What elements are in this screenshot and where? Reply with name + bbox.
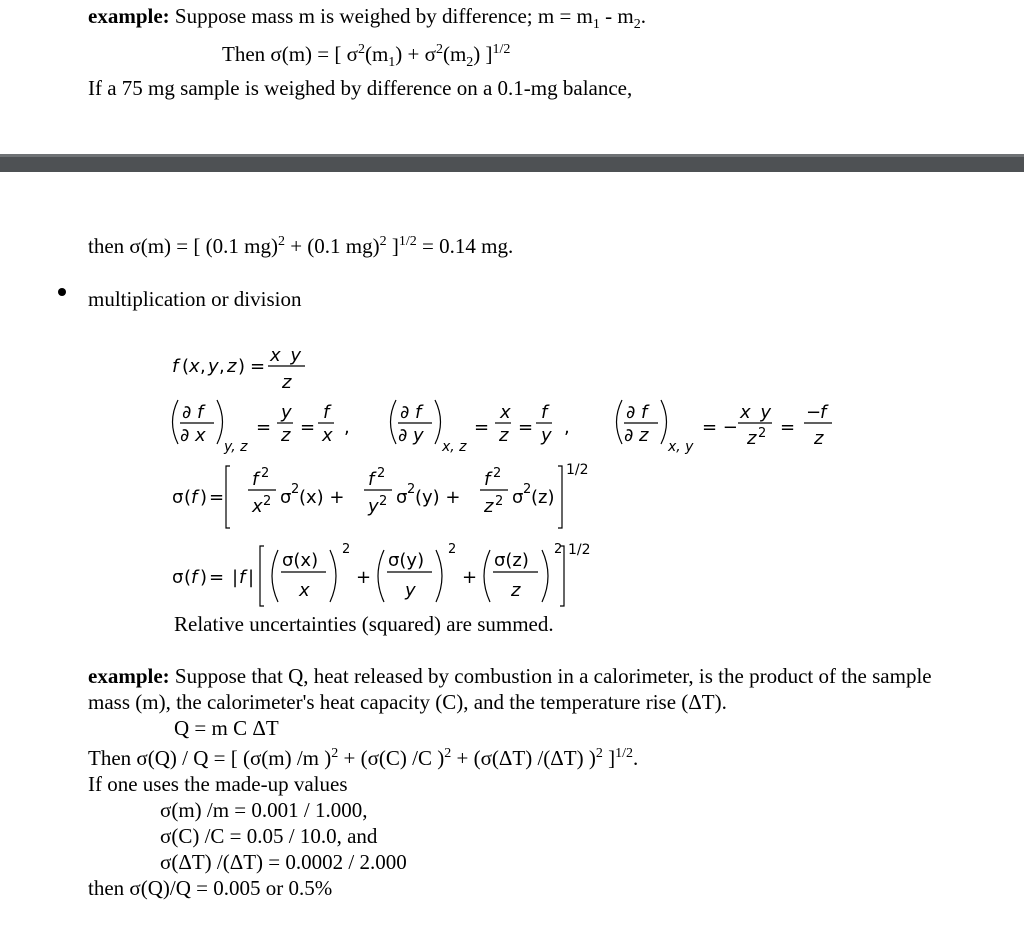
svg-text:=: =	[256, 417, 272, 438]
svg-text:1/2: 1/2	[568, 542, 591, 558]
svg-text:∂ f: ∂ f	[400, 402, 422, 423]
equation-partial-derivatives	[173, 400, 570, 455]
svg-text:f: f	[484, 469, 491, 490]
svg-text:2: 2	[758, 426, 767, 441]
example1-line2-formula: Then σ(m) = [ $\sigma^2(m_1) + \sigma^2(m_2)$ ]$^{1/2}$	[222, 42, 511, 71]
svg-text:=: =	[518, 417, 534, 438]
example2-conclusion: then σ(Q)/Q = 0.005 or 0.5%	[88, 876, 333, 900]
example2-value-m: σ(m) /m = 0.001 / 1.000,	[160, 798, 368, 822]
svg-text:∂ y: ∂ y	[398, 425, 424, 446]
equation-f-definition	[172, 345, 305, 393]
example2-line5: If one uses the made-up values	[88, 772, 348, 796]
svg-text:x: x	[189, 356, 200, 377]
relative-uncertainties-note: Relative uncertainties (squared) are summed.	[174, 612, 554, 636]
example1-line3: If a 75 mg sample is weighed by difference on a 0.1-mg balance,	[88, 76, 633, 100]
svg-text:(: (	[184, 567, 192, 588]
svg-text:x, z: x, z	[442, 439, 467, 455]
svg-text:∂ z: ∂ z	[624, 425, 649, 446]
svg-text:y: y	[208, 356, 219, 377]
svg-text:+: +	[356, 567, 372, 588]
svg-text:,: ,	[564, 417, 570, 438]
example2-value-c: σ(C) /C = 0.05 / 10.0, and	[160, 824, 378, 848]
svg-text:f: f	[368, 469, 375, 490]
svg-text:2: 2	[407, 482, 416, 497]
svg-text:2: 2	[261, 466, 270, 481]
svg-text:=: =	[474, 417, 490, 438]
svg-text:(: (	[182, 356, 190, 377]
svg-text:2: 2	[495, 494, 504, 509]
page-divider	[0, 154, 1024, 172]
svg-text:z: z	[747, 428, 757, 449]
svg-text:y: y	[368, 496, 379, 517]
svg-text:f: f	[252, 469, 259, 490]
svg-text:f: f	[191, 567, 198, 588]
example2-line2: mass (m), the calorimeter's heat capacity (C), and the temperature rise (ΔT).	[88, 690, 727, 714]
svg-text:2: 2	[377, 466, 386, 481]
svg-text:= −: = −	[702, 417, 738, 438]
bullet-multiplication-division: multiplication or division	[88, 287, 302, 311]
svg-text:2: 2	[554, 542, 563, 557]
svg-text:x y: x y	[740, 402, 774, 423]
svg-text:x: x	[322, 425, 333, 446]
equation-sigma-f-full	[172, 462, 589, 528]
svg-text:=: =	[250, 356, 266, 377]
svg-text:2: 2	[523, 482, 532, 497]
svg-text:y: y	[405, 580, 416, 601]
svg-text:−: −	[806, 402, 822, 423]
svg-text:|: |	[232, 567, 239, 588]
svg-text:2: 2	[448, 542, 457, 557]
svg-text:σ: σ	[512, 487, 524, 508]
svg-text:(z): (z)	[531, 487, 555, 508]
svg-text:y, z: y, z	[224, 439, 248, 455]
bullet-dot	[58, 288, 66, 296]
svg-text:=: =	[300, 417, 316, 438]
svg-text:z: z	[499, 425, 509, 446]
svg-text:σ: σ	[172, 487, 184, 508]
svg-text:2: 2	[263, 494, 272, 509]
svg-text:,: ,	[219, 356, 225, 377]
svg-text:x: x	[299, 580, 310, 601]
equation-partial-z	[610, 394, 850, 464]
svg-text:σ(x): σ(x)	[282, 550, 319, 571]
svg-text:=: =	[209, 487, 225, 508]
svg-text:f: f	[191, 487, 198, 508]
svg-text:f: f	[239, 567, 246, 588]
svg-text:): )	[238, 356, 246, 377]
svg-text:2: 2	[342, 542, 351, 557]
svg-text:): )	[200, 567, 208, 588]
example1-result: then σ(m) = [ (0.1 mg)$^2$ + (0.1 mg)$^2$ ]$^{1/2}$ = 0.14 mg.	[88, 234, 514, 258]
svg-text:z: z	[282, 372, 292, 393]
example2-line4-formula: Then σ(Q) / Q = [ (σ(m) /m )$^2$ + (σ(C) /C )$^2$ + (σ(ΔT) /(ΔT) )$^2$ ]$^{1/2}$.	[88, 746, 639, 770]
svg-text:x: x	[500, 402, 511, 423]
svg-text:∂ x: ∂ x	[180, 425, 206, 446]
svg-text:∂ f: ∂ f	[626, 402, 648, 423]
svg-text:): )	[200, 487, 208, 508]
svg-text:2: 2	[379, 494, 388, 509]
svg-text:2: 2	[291, 482, 300, 497]
example2-equation-q: Q = m C ΔT	[174, 716, 279, 740]
svg-text:f: f	[323, 402, 330, 423]
svg-text:σ: σ	[396, 487, 408, 508]
svg-text:1/2: 1/2	[566, 462, 589, 478]
svg-text:|: |	[248, 567, 255, 588]
svg-text:σ(y): σ(y)	[388, 550, 425, 571]
svg-text:,: ,	[344, 417, 350, 438]
svg-text:x: x	[252, 496, 263, 517]
svg-text:,: ,	[200, 356, 206, 377]
svg-text:∂ f: ∂ f	[182, 402, 204, 423]
example1-label: example:	[88, 4, 170, 28]
svg-text:z: z	[281, 425, 291, 446]
svg-text:(x) +: (x) +	[299, 487, 345, 508]
svg-text:z: z	[511, 580, 521, 601]
equations-block	[160, 338, 620, 610]
svg-text:σ(z): σ(z)	[494, 550, 529, 571]
svg-text:x y: x y	[270, 345, 304, 366]
svg-text:x, y: x, y	[668, 439, 694, 455]
svg-text:z: z	[484, 496, 494, 517]
svg-text:2: 2	[493, 466, 502, 481]
svg-text:f: f	[172, 356, 179, 377]
svg-text:z: z	[814, 428, 824, 449]
svg-text:y: y	[281, 402, 292, 423]
equation-sigma-f-relative	[172, 542, 591, 606]
example2-line1: example: Suppose that Q, heat released by combustion in a calorimeter, is the product of the sample	[88, 664, 932, 688]
svg-text:z: z	[227, 356, 237, 377]
svg-text:(: (	[184, 487, 192, 508]
svg-text:y: y	[541, 425, 552, 446]
svg-text:σ: σ	[172, 567, 184, 588]
svg-text:f: f	[820, 402, 827, 423]
example2-value-dt: σ(ΔT) /(ΔT) = 0.0002 / 2.000	[160, 850, 407, 874]
svg-text:f: f	[541, 402, 548, 423]
svg-text:(y) +: (y) +	[415, 487, 461, 508]
svg-text:=: =	[209, 567, 225, 588]
svg-text:+: +	[462, 567, 478, 588]
example1-line1: example: Suppose mass m is weighed by difference; $m = m_1 - m_2$.	[88, 4, 646, 33]
example2-label: example:	[88, 664, 170, 688]
svg-text:σ: σ	[280, 487, 292, 508]
svg-text:=: =	[780, 417, 796, 438]
